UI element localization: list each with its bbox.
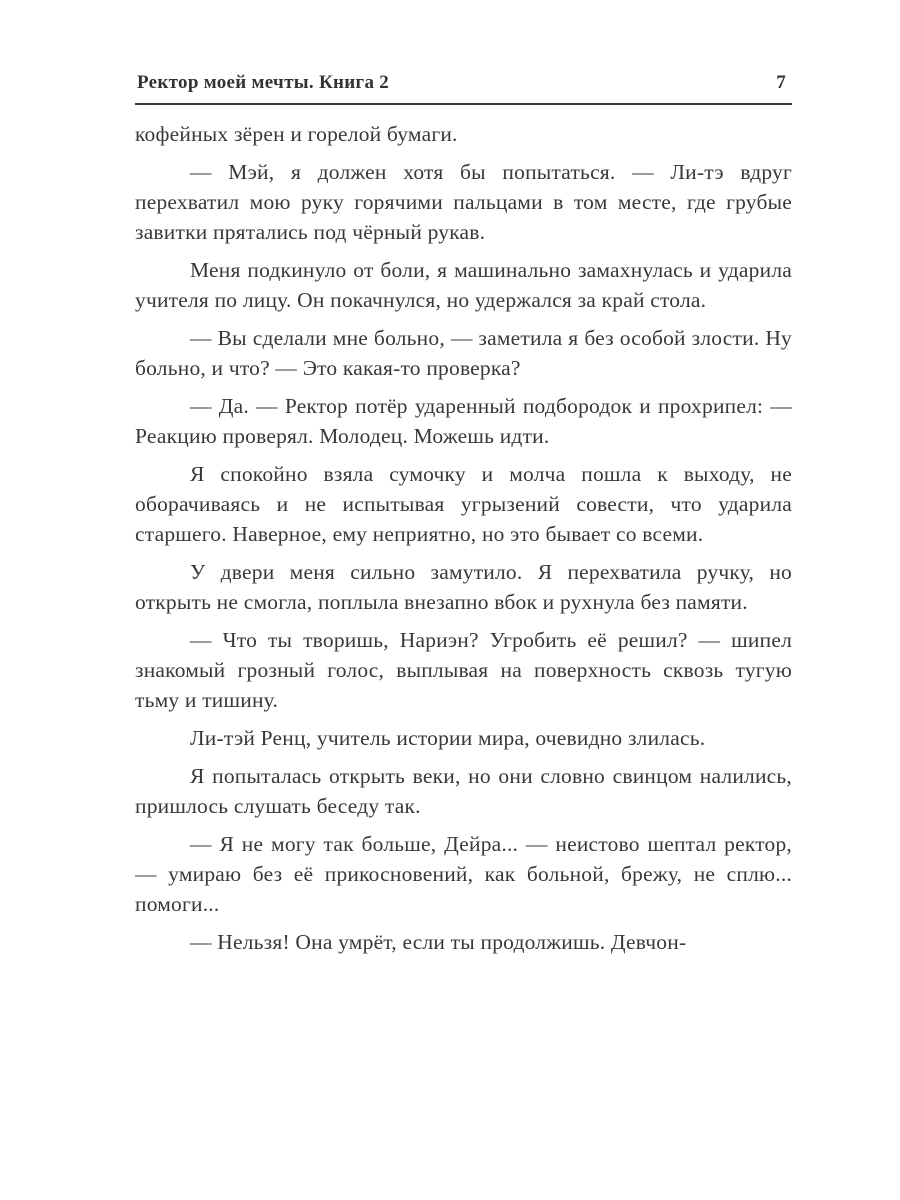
paragraph: кофейных зёрен и горелой бумаги.	[135, 122, 458, 146]
paragraph: Я попыталась открыть веки, но они словно свинцом налились, пришлось слушать беседу так.	[135, 764, 792, 818]
page-number: 7	[776, 72, 786, 93]
page-body	[135, 119, 792, 957]
paragraph: — Нельзя! Она умрёт, если ты продолжишь. Девчон-	[190, 930, 687, 954]
paragraph: — Что ты творишь, Нариэн? Угробить её решил? — шипел знакомый грозный голос, выплывая на поверхность сквозь тугую тьму и тишину.	[135, 628, 792, 712]
paragraph: Меня подкинуло от боли, я машинально замахнулась и ударила учителя по лицу. Он покачнулся, но удержался за край стола.	[135, 258, 792, 312]
paragraph: Я спокойно взяла сумочку и молча пошла к выходу, не оборачиваясь и не испытывая угрызений совести, что ударила старшего. Наверное, ему неприятно, но это бывает со всеми.	[135, 462, 792, 546]
paragraph: Ли-тэй Ренц, учитель истории мира, очевидно злилась.	[190, 726, 706, 750]
page-header	[135, 72, 792, 105]
paragraph: — Мэй, я должен хотя бы попытаться. — Ли-тэ вдруг перехватил мою руку горячими пальцами в том месте, где грубые завитки прятались под чёрный рукав.	[135, 160, 792, 244]
paragraph: — Я не могу так больше, Дейра... — неистово шептал ректор, — умираю без её прикосновений, как больной, брежу, не сплю... помоги...	[135, 832, 792, 916]
paragraph: — Вы сделали мне больно, — заметила я без особой злости. Ну больно, и что? — Это какая-то проверка?	[135, 326, 792, 380]
paragraph: У двери меня сильно замутило. Я перехватила ручку, но открыть не смогла, поплыла внезапно вбок и рухнула без памяти.	[135, 560, 792, 614]
book-title: Ректор моей мечты. Книга 2	[137, 72, 390, 93]
paragraph: — Да. — Ректор потёр ударенный подбородок и прохрипел: — Реакцию проверял. Молодец. Можешь идти.	[135, 394, 792, 448]
